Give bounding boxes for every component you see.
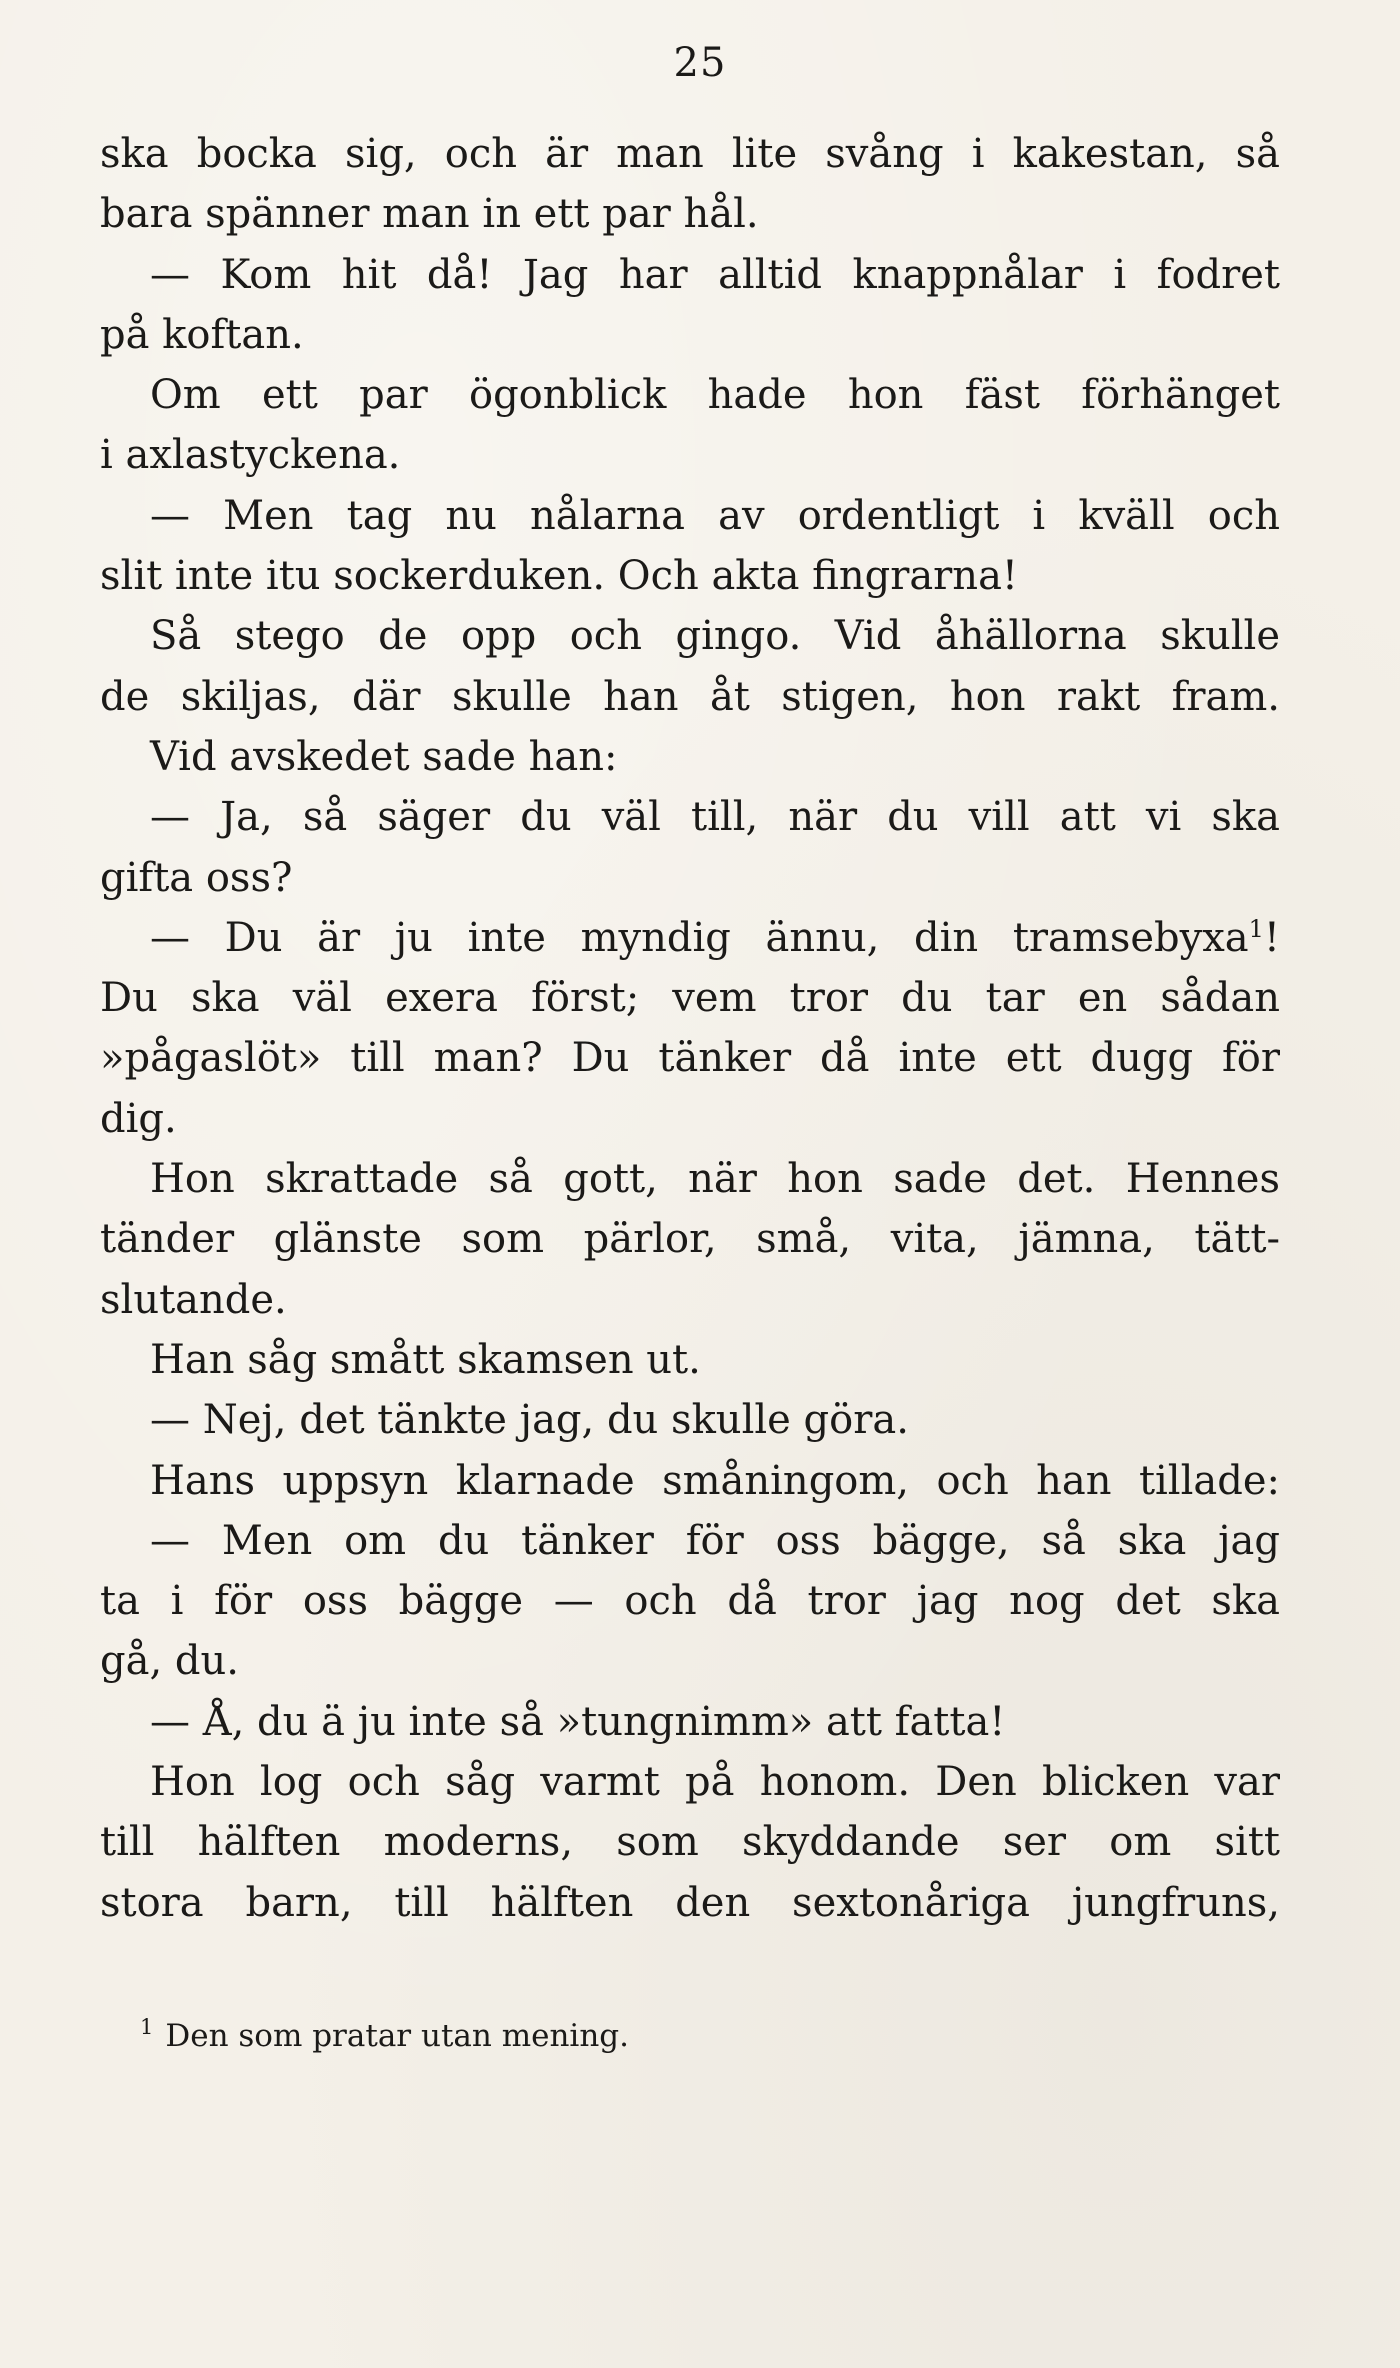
- text-line-content: de skiljas, där skulle han åt stigen, hon rakt fram.: [100, 673, 1280, 720]
- text-line-content: bara spänner man in ett par hål.: [100, 191, 759, 238]
- text-line-content: gå, du.: [100, 1638, 239, 1685]
- text-line: [100, 606, 1280, 666]
- text-line-content: gifta oss?: [100, 854, 293, 901]
- text-line: [100, 1511, 1280, 1571]
- page-number: 25: [673, 40, 727, 86]
- text-line: [100, 908, 1280, 968]
- text-line: [100, 1752, 1280, 1812]
- text-line: [100, 1209, 1280, 1269]
- text-line: [100, 245, 1280, 305]
- text-line-content: Så stego de opp och gingo. Vid åhällorna skulle: [150, 613, 1280, 660]
- text-line: [100, 1089, 1280, 1149]
- text-line-content: i axlastyckena.: [100, 432, 401, 479]
- text-line-content: till hälften moderns, som skyddande ser om sitt: [100, 1819, 1280, 1866]
- text-line: [100, 1390, 1280, 1450]
- text-line: [100, 787, 1280, 847]
- text-line: [100, 1330, 1280, 1390]
- text-line: [100, 546, 1280, 606]
- text-line: [100, 425, 1280, 485]
- text-line: [100, 968, 1280, 1028]
- text-line-content: — Nej, det tänkte jag, du skulle göra.: [150, 1397, 909, 1444]
- text-line-content: — Men tag nu nålarna av ordentligt i kväll och: [150, 492, 1280, 539]
- footnote-reference: 1: [1248, 914, 1264, 943]
- body-text: [100, 124, 1280, 1933]
- text-line: [100, 365, 1280, 425]
- text-line-punctuation: !: [1263, 914, 1280, 961]
- text-line: [100, 1873, 1280, 1933]
- text-line-content: slit inte itu sockerduken. Och akta fingrarna!: [100, 553, 1018, 600]
- text-line-content: — Å, du ä ju inte så »tungnimm» att fatta!: [150, 1698, 1006, 1745]
- text-line: [100, 1270, 1280, 1330]
- footnote-text: Den som pratar utan mening.: [165, 2018, 629, 2054]
- text-line: [100, 124, 1280, 184]
- text-line: [100, 1812, 1280, 1872]
- text-line: [100, 1692, 1280, 1752]
- text-line: [100, 848, 1280, 908]
- text-line: [100, 1149, 1280, 1209]
- text-line: [100, 1451, 1280, 1511]
- text-line: [100, 667, 1280, 727]
- text-line-content: Om ett par ögonblick hade hon fäst förhänget: [150, 372, 1280, 419]
- text-line: [100, 1631, 1280, 1691]
- text-line-content: Hon skrattade så gott, när hon sade det. Hennes: [150, 1156, 1280, 1203]
- text-line: [100, 305, 1280, 365]
- text-line: [100, 727, 1280, 787]
- text-line: [100, 184, 1280, 244]
- text-line-content: tänder glänste som pärlor, små, vita, jämna, tätt-: [100, 1216, 1280, 1263]
- text-line-content: slutande.: [100, 1276, 287, 1323]
- text-line: [100, 1571, 1280, 1631]
- text-line-content: — Du är ju inte myndig ännu, din tramsebyxa: [150, 914, 1249, 961]
- text-line-content: Han såg smått skamsen ut.: [150, 1336, 701, 1383]
- text-line-content: — Ja, så säger du väl till, när du vill att vi ska: [150, 794, 1280, 841]
- text-line-content: — Men om du tänker för oss bägge, så ska jag: [150, 1517, 1280, 1564]
- text-line-content: ta i för oss bägge — och då tror jag nog det ska: [100, 1578, 1280, 1625]
- text-line-content: ska bocka sig, och är man lite svång i kakestan, så: [100, 131, 1280, 177]
- text-line: [100, 1028, 1280, 1088]
- text-line-content: på koftan.: [100, 311, 304, 358]
- text-line-content: — Kom hit då! Jag har alltid knappnålar i fodret: [150, 251, 1280, 298]
- text-line-content: Hon log och såg varmt på honom. Den blicken var: [150, 1759, 1280, 1806]
- text-line-content: »pågaslöt» till man? Du tänker då inte ett dugg för: [100, 1035, 1280, 1082]
- text-line: [100, 486, 1280, 546]
- text-line-content: Vid avskedet sade han:: [150, 733, 618, 780]
- text-line-content: Hans uppsyn klarnade småningom, och han tillade:: [150, 1457, 1280, 1504]
- footnote: [140, 2015, 629, 2054]
- text-line-content: dig.: [100, 1095, 177, 1142]
- footnote-mark: 1: [140, 2015, 154, 2039]
- text-line-content: stora barn, till hälften den sextonåriga jungfruns,: [100, 1879, 1280, 1926]
- text-line-content: Du ska väl exera först; vem tror du tar en sådan: [100, 975, 1280, 1022]
